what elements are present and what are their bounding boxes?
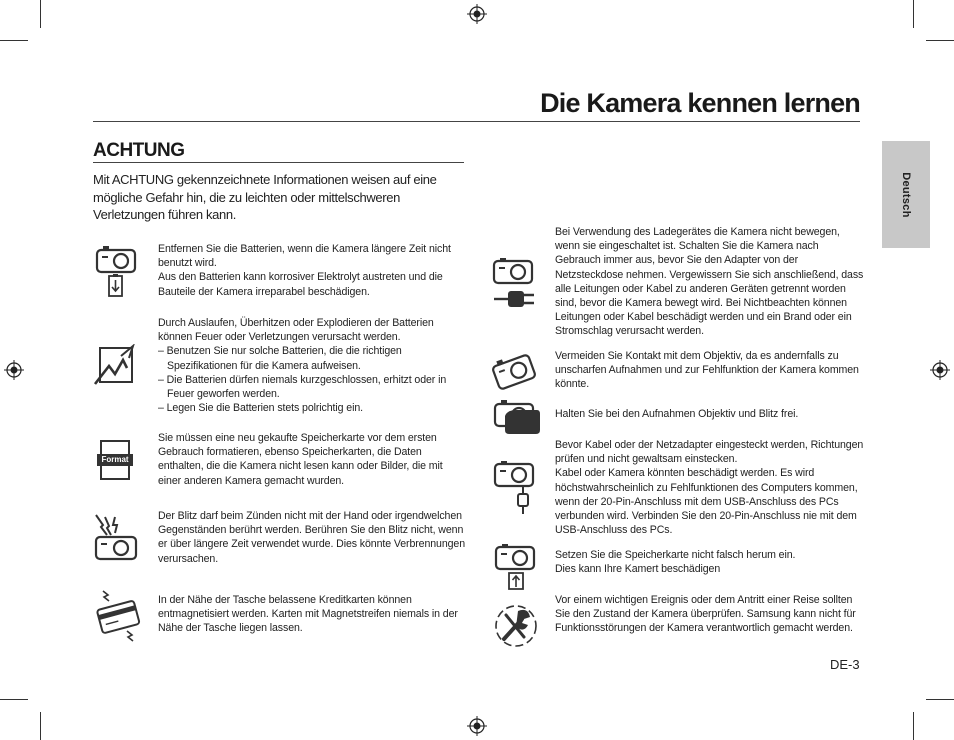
- crop-mark: [926, 40, 954, 41]
- paragraph: Entfernen Sie die Batterien, wenn die Kamera längere Zeit nicht benutzt wird.: [158, 243, 451, 270]
- warning-text-credit-cards: [158, 593, 466, 636]
- camera-battery-icon: [95, 243, 141, 301]
- bullet-item: – Legen Sie die Batterien stets polrichtig ein.: [158, 402, 363, 415]
- page-number: DE-3: [830, 657, 860, 672]
- bullet-item: – Die Batterien dürfen niemals kurzgeschlossen, erhitzt oder in Feuer geworfen werden.: [158, 373, 447, 401]
- crop-mark: [40, 712, 41, 740]
- camera-charger-icon: [492, 257, 538, 311]
- language-tab-label: Deutsch: [900, 171, 912, 218]
- battery-hazard-icon: [93, 344, 139, 388]
- crop-mark: [913, 0, 914, 28]
- paragraph: Bevor Kabel oder der Netzadapter eingesteckt werden, Richtungen prüfen und nicht gewaltsam einstecken.: [555, 439, 864, 466]
- registration-mark-icon: [930, 360, 950, 380]
- crop-mark: [40, 0, 41, 28]
- warning-text-format-card: [158, 431, 466, 488]
- camera-cable-icon: [493, 460, 537, 516]
- paragraph: Vor einem wichtigen Ereignis oder dem Antritt einer Reise sollten Sie den Zustand der Kamera überprüfen. Samsung kann nicht für Funktionsstörungen der Kamera verantwortlich gemacht werden.: [555, 594, 856, 635]
- paragraph: Aus den Batterien kann korrosiver Elektrolyt austreten und die Bauteile der Kamera irreparabel beschädigen.: [158, 271, 443, 298]
- registration-mark-icon: [467, 716, 487, 736]
- language-tab: [882, 141, 930, 248]
- wrench-tools-icon: [494, 603, 538, 649]
- warning-text-camera-check: [555, 593, 865, 636]
- paragraph: Setzen Sie die Speicherkarte nicht falsch herum ein.: [555, 549, 796, 561]
- flash-heat-icon: [93, 513, 141, 563]
- credit-card-magnet-icon: [95, 589, 141, 643]
- crop-mark: [0, 699, 28, 700]
- paragraph: Dies kann Ihre Kamert beschädigen: [555, 563, 721, 576]
- title-divider: [93, 121, 860, 122]
- warning-text-charger: [555, 225, 865, 339]
- registration-mark-icon: [467, 4, 487, 24]
- camera-memory-card-icon: [494, 543, 538, 591]
- camera-lens-touch-icon: [492, 351, 536, 393]
- bullet-item: – Benutzen Sie nur solche Batterien, die die richtigen Spezifikationen für die Kamera aufweisen.: [158, 345, 402, 372]
- crop-mark: [0, 40, 28, 41]
- heading-divider: [93, 162, 464, 163]
- warning-text-battery-hazard: [158, 316, 466, 415]
- warning-text-cables: [555, 438, 865, 537]
- intro-paragraph: Mit ACHTUNG gekennzeichnete Informationen weisen auf eine mögliche Gefahr hin, die zu leichten oder mittelschweren Verletzungen führen kann.: [93, 172, 437, 222]
- paragraph: Vermeiden Sie Kontakt mit dem Objektiv, da es andernfalls zu unscharfen Aufnahmen und zur Fehlfunktion der Kamera kommen könnte.: [555, 350, 859, 391]
- format-card-label: Format: [101, 455, 129, 464]
- format-card-icon: [97, 440, 133, 480]
- registration-mark-icon: [4, 360, 24, 380]
- paragraph: Sie müssen eine neu gekaufte Speicherkarte vor dem ersten Gebrauch formatieren, ebenso Speicherkarten, die Daten enthalten, die die Kamera nicht lesen kann oder Bilder, die mit einer anderen Kamera gemacht wurden.: [158, 432, 443, 487]
- paragraph: Halten Sie bei den Aufnahmen Objektiv und Blitz frei.: [555, 408, 799, 420]
- warning-text-lens-flash: [555, 407, 865, 421]
- warning-text-flash: [158, 509, 466, 566]
- warning-text-memory-card: [555, 548, 865, 576]
- crop-mark: [926, 699, 954, 700]
- section-heading: ACHTUNG: [93, 140, 185, 161]
- warning-text-batteries-remove: [158, 242, 466, 299]
- page-title: Die Kamera kennen lernen: [540, 88, 860, 118]
- warning-text-lens: [555, 349, 865, 392]
- paragraph: Der Blitz darf beim Zünden nicht mit der Hand oder irgendwelchen Gegenständen berührt werden. Berühren Sie den Blitz nicht, wenn er über längere Zeit verwendet wurde. Dies könnte Verbrennungen verursachen.: [158, 510, 465, 565]
- camera-hand-icon: [493, 398, 541, 436]
- paragraph: Durch Auslaufen, Überhitzen oder Explodieren der Batterien können Feuer oder Verletzungen verursacht werden.: [158, 317, 434, 344]
- crop-mark: [913, 712, 914, 740]
- paragraph: Kabel oder Kamera könnten beschädigt werden. Es wird höchstwahrscheinlich zu Fehlfunktionen des Computers kommen, wenn der 20-Pin-Anschluss mit dem USB-Anschluss des PCs verbunden wird. Verbinden Sie den 20-Pin-Anschluss nie mit dem USB-Anschluss des PCs.: [555, 467, 858, 537]
- paragraph: In der Nähe der Tasche belassene Kreditkarten können entmagnetisiert werden. Karten mit Magnetstreifen niemals in der Nähe der Tasche liegen lassen.: [158, 594, 458, 635]
- paragraph: Bei Verwendung des Ladegerätes die Kamera nicht bewegen, wenn sie eingeschaltet ist. Schalten Sie die Kamera nach Gebrauch immer aus, bevor Sie den Adapter von der Netzsteckdose nehmen. Vergewissern Sie sich anschließend, dass alle Leitungen oder Kabel zu anderen Geräten getrennt worden sind, bevor die Kamera bewegt wird. Bei Nichtbeachten können Leitungen oder Kabel beschädigt werden und ein Brand oder ein Stromschlag verursacht werden.: [555, 226, 864, 338]
